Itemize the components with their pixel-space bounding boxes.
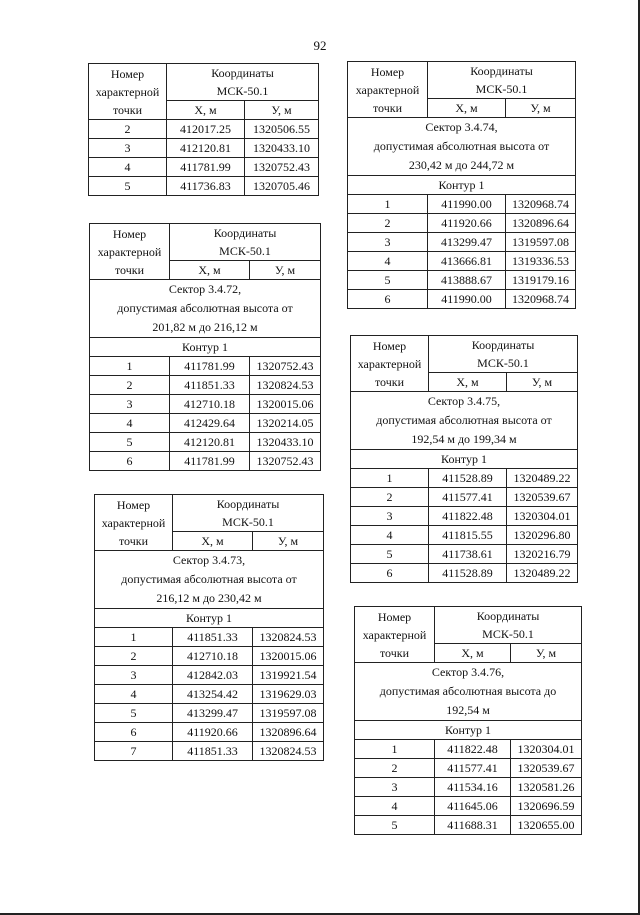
x-value: 411688.31	[435, 816, 511, 835]
point-number-header-line: Номер	[377, 609, 412, 624]
x-column-header: Х, м	[167, 101, 245, 120]
point-number: 6	[348, 290, 428, 309]
point-number-header-line: характерной	[97, 244, 162, 259]
x-value: 411851.33	[170, 376, 250, 395]
point-number: 1	[95, 628, 173, 647]
coordinates-table	[88, 63, 319, 196]
x-value: 411781.99	[167, 158, 245, 177]
coordinates-header-line: Координаты	[476, 609, 540, 623]
y-value: 1320968.74	[506, 195, 576, 214]
coordinates-table	[94, 494, 324, 761]
coordinates-table	[347, 61, 576, 309]
table-row	[95, 647, 324, 666]
table-row	[95, 742, 324, 761]
coordinates-header	[435, 607, 582, 644]
y-value: 1320896.64	[506, 214, 576, 233]
sector-line: 216,12 м до 230,42 м	[156, 591, 262, 605]
point-number-header-line: характерной	[355, 82, 420, 97]
point-number: 7	[95, 742, 173, 761]
contour-row	[95, 609, 324, 628]
y-value: 1320752.43	[250, 357, 321, 376]
table-header-row	[351, 336, 578, 373]
table-row	[90, 357, 321, 376]
point-number: 5	[89, 177, 167, 196]
x-value: 412429.64	[170, 414, 250, 433]
y-value: 1320752.43	[245, 158, 319, 177]
y-value: 1319336.53	[506, 252, 576, 271]
sector-description	[355, 663, 582, 721]
x-value: 411822.48	[435, 740, 511, 759]
y-value: 1319629.03	[253, 685, 324, 704]
coordinates-header-line: Координаты	[211, 66, 274, 80]
point-number: 3	[90, 395, 170, 414]
y-value: 1320824.53	[253, 742, 324, 761]
table-row	[351, 469, 578, 488]
coordinates-header-line: Координаты	[216, 497, 280, 511]
table-row	[90, 414, 321, 433]
x-value: 411815.55	[429, 526, 507, 545]
x-value: 411851.33	[173, 628, 253, 647]
coordinates-table	[350, 335, 578, 583]
point-number: 3	[89, 139, 167, 158]
x-value: 413666.81	[428, 252, 506, 271]
x-value: 411738.61	[429, 545, 507, 564]
x-column-header: Х, м	[435, 644, 511, 663]
sector-line: допустимая абсолютная высота до	[379, 684, 557, 698]
sector-line: 201,82 м до 216,12 м	[152, 320, 258, 334]
point-number-header-line: точки	[118, 533, 149, 548]
point-number: 6	[90, 452, 170, 471]
sector-description	[95, 551, 324, 609]
coordinates-header-line: МСК-50.1	[475, 82, 528, 96]
point-number: 3	[348, 233, 428, 252]
point-number: 4	[351, 526, 429, 545]
sector-line: Сектор 3.4.75,	[427, 394, 501, 408]
coordinates-header-line: МСК-50.1	[482, 627, 534, 641]
x-value: 411851.33	[173, 742, 253, 761]
table-row	[355, 759, 582, 778]
point-number: 6	[95, 723, 173, 742]
table-row	[90, 433, 321, 452]
table-row	[95, 666, 324, 685]
y-value: 1320296.80	[507, 526, 578, 545]
sector-line: Сектор 3.4.73,	[172, 553, 246, 567]
y-value: 1320696.59	[511, 797, 582, 816]
x-value: 413254.42	[173, 685, 253, 704]
point-number: 5	[95, 704, 173, 723]
y-value: 1319597.08	[253, 704, 324, 723]
table-row	[355, 797, 582, 816]
x-value: 412710.18	[173, 647, 253, 666]
coordinates-header	[167, 64, 319, 101]
sector-line: Сектор 3.4.76,	[431, 665, 505, 679]
point-number: 2	[95, 647, 173, 666]
point-number: 1	[355, 740, 435, 759]
table-row	[90, 395, 321, 414]
table-row	[351, 564, 578, 583]
sector-row	[348, 118, 576, 176]
contour-label: Контур 1	[348, 176, 576, 195]
y-value: 1319597.08	[506, 233, 576, 252]
table-row	[95, 704, 324, 723]
point-number: 1	[90, 357, 170, 376]
point-number: 2	[351, 488, 429, 507]
y-column-header: У, м	[511, 644, 582, 663]
point-number: 1	[351, 469, 429, 488]
y-value: 1320433.10	[250, 433, 321, 452]
point-number: 5	[355, 816, 435, 835]
contour-label: Контур 1	[355, 721, 582, 740]
x-value: 412017.25	[167, 120, 245, 139]
x-value: 411920.66	[173, 723, 253, 742]
table-row	[90, 452, 321, 471]
point-number: 4	[355, 797, 435, 816]
table-row	[351, 507, 578, 526]
point-number-header-line: Номер	[112, 226, 147, 241]
point-number: 4	[90, 414, 170, 433]
x-column-header: Х, м	[173, 532, 253, 551]
point-number: 3	[355, 778, 435, 797]
x-value: 411534.16	[435, 778, 511, 797]
table-row	[95, 628, 324, 647]
table-row	[348, 252, 576, 271]
contour-label: Контур 1	[95, 609, 324, 628]
point-number-header	[89, 64, 167, 120]
point-number-header	[348, 62, 428, 118]
x-value: 412120.81	[167, 139, 245, 158]
point-number: 2	[90, 376, 170, 395]
sector-line: Сектор 3.4.72,	[168, 282, 242, 296]
y-value: 1320824.53	[250, 376, 321, 395]
sector-line: допустимая абсолютная высота от	[376, 413, 552, 427]
y-value: 1320489.22	[507, 469, 578, 488]
coordinates-table	[89, 223, 321, 471]
sector-description	[348, 118, 576, 176]
coordinates-header	[173, 495, 324, 532]
point-number-header-line: Номер	[370, 64, 405, 79]
coordinates-header-line: Координаты	[213, 226, 277, 240]
coordinates-header	[428, 62, 576, 99]
coordinates-header-line: МСК-50.1	[219, 244, 271, 258]
point-number: 2	[348, 214, 428, 233]
y-value: 1320489.22	[507, 564, 578, 583]
y-column-header: У, м	[250, 261, 321, 280]
x-value: 412842.03	[173, 666, 253, 685]
point-number-header-line: характерной	[95, 84, 160, 99]
y-value: 1320214.05	[250, 414, 321, 433]
sector-row	[355, 663, 582, 721]
point-number: 5	[348, 271, 428, 290]
y-value: 1320304.01	[511, 740, 582, 759]
y-value: 1320752.43	[250, 452, 321, 471]
table-header-row	[95, 495, 324, 532]
contour-label: Контур 1	[351, 450, 578, 469]
table-row	[348, 233, 576, 252]
point-number-header-line: Номер	[110, 66, 145, 81]
x-value: 413888.67	[428, 271, 506, 290]
point-number: 2	[355, 759, 435, 778]
y-column-header: У, м	[507, 373, 578, 392]
table-row	[90, 376, 321, 395]
x-value: 411645.06	[435, 797, 511, 816]
point-number-header	[95, 495, 173, 551]
y-value: 1320655.00	[511, 816, 582, 835]
y-value: 1320824.53	[253, 628, 324, 647]
point-number-header-line: характерной	[357, 356, 422, 371]
point-number-header-line: точки	[112, 102, 143, 117]
y-column-header: У, м	[253, 532, 324, 551]
table-row	[351, 488, 578, 507]
sector-row	[351, 392, 578, 450]
y-value: 1319179.16	[506, 271, 576, 290]
sector-description	[351, 392, 578, 450]
point-number-header	[351, 336, 429, 392]
y-value: 1320968.74	[506, 290, 576, 309]
x-value: 411920.66	[428, 214, 506, 233]
table-row	[355, 778, 582, 797]
sector-line: 192,54 м до 199,34 м	[411, 432, 517, 446]
point-number: 3	[95, 666, 173, 685]
x-value: 413299.47	[428, 233, 506, 252]
coordinates-header-line: Координаты	[471, 338, 535, 352]
point-number-header-line: точки	[114, 262, 145, 277]
contour-label: Контур 1	[90, 338, 321, 357]
x-value: 412710.18	[170, 395, 250, 414]
sector-row	[90, 280, 321, 338]
y-value: 1320581.26	[511, 778, 582, 797]
y-value: 1320015.06	[250, 395, 321, 414]
point-number: 1	[348, 195, 428, 214]
point-number: 2	[89, 120, 167, 139]
y-value: 1320896.64	[253, 723, 324, 742]
table-row	[95, 723, 324, 742]
sector-line: допустимая абсолютная высота от	[121, 572, 297, 586]
point-number-header-line: точки	[379, 645, 410, 660]
coordinates-header-line: МСК-50.1	[477, 356, 529, 370]
y-value: 1320216.79	[507, 545, 578, 564]
x-value: 411990.00	[428, 290, 506, 309]
coordinates-header-line: МСК-50.1	[216, 84, 269, 98]
point-number: 6	[351, 564, 429, 583]
point-number-header-line: точки	[372, 100, 403, 115]
table-row	[89, 158, 319, 177]
contour-row	[351, 450, 578, 469]
point-number: 3	[351, 507, 429, 526]
point-number: 4	[348, 252, 428, 271]
x-value: 411822.48	[429, 507, 507, 526]
sector-line: допустимая абсолютная высота от	[117, 301, 293, 315]
table-row	[348, 214, 576, 233]
table-row	[348, 290, 576, 309]
table-row	[89, 120, 319, 139]
point-number-header	[90, 224, 170, 280]
x-value: 411781.99	[170, 452, 250, 471]
x-value: 412120.81	[170, 433, 250, 452]
point-number: 5	[351, 545, 429, 564]
x-value: 411736.83	[167, 177, 245, 196]
table-header-row	[90, 224, 321, 261]
contour-row	[355, 721, 582, 740]
sector-description	[90, 280, 321, 338]
sector-row	[95, 551, 324, 609]
table-row	[351, 526, 578, 545]
point-number-header-line: Номер	[116, 497, 151, 512]
page-number: 92	[313, 38, 327, 53]
sector-line: Сектор 3.4.74,	[425, 120, 498, 134]
point-number: 5	[90, 433, 170, 452]
x-column-header: Х, м	[429, 373, 507, 392]
y-column-header: У, м	[506, 99, 576, 118]
x-value: 411528.89	[429, 469, 507, 488]
coordinates-header	[170, 224, 321, 261]
x-value: 411577.41	[435, 759, 511, 778]
point-number: 4	[95, 685, 173, 704]
table-header-row	[348, 62, 576, 99]
y-value: 1320015.06	[253, 647, 324, 666]
y-value: 1320433.10	[245, 139, 319, 158]
coordinates-table	[354, 606, 582, 835]
coordinates-header-line: Координаты	[470, 64, 533, 78]
y-column-header: У, м	[245, 101, 319, 120]
x-value: 411781.99	[170, 357, 250, 376]
point-number-header-line: характерной	[362, 627, 427, 642]
y-value: 1320705.46	[245, 177, 319, 196]
table-row	[95, 685, 324, 704]
table-header-row	[355, 607, 582, 644]
y-value: 1319921.54	[253, 666, 324, 685]
y-value: 1320304.01	[507, 507, 578, 526]
sector-line: 230,42 м до 244,72 м	[408, 158, 515, 172]
y-value: 1320506.55	[245, 120, 319, 139]
table-row	[355, 740, 582, 759]
x-value: 411528.89	[429, 564, 507, 583]
point-number: 4	[89, 158, 167, 177]
contour-row	[90, 338, 321, 357]
sector-line: 192,54 м	[446, 703, 490, 717]
table-row	[351, 545, 578, 564]
contour-row	[348, 176, 576, 195]
x-value: 411577.41	[429, 488, 507, 507]
y-value: 1320539.67	[511, 759, 582, 778]
table-row	[355, 816, 582, 835]
point-number-header-line: характерной	[101, 515, 166, 530]
table-header-row	[89, 64, 319, 101]
sector-line: допустимая абсолютная высота от	[373, 139, 550, 153]
coordinates-header	[429, 336, 578, 373]
coordinates-header-line: МСК-50.1	[222, 515, 274, 529]
table-row	[348, 195, 576, 214]
table-row	[89, 139, 319, 158]
x-value: 411990.00	[428, 195, 506, 214]
table-row	[89, 177, 319, 196]
point-number-header	[355, 607, 435, 663]
table-row	[348, 271, 576, 290]
x-column-header: Х, м	[428, 99, 506, 118]
x-column-header: Х, м	[170, 261, 250, 280]
y-value: 1320539.67	[507, 488, 578, 507]
point-number-header-line: точки	[374, 374, 405, 389]
x-value: 413299.47	[173, 704, 253, 723]
point-number-header-line: Номер	[372, 338, 407, 353]
